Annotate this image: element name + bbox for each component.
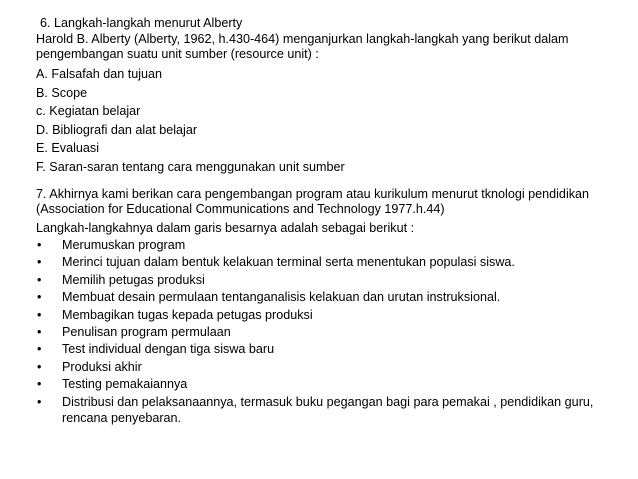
list-item-text: Merumuskan program	[62, 238, 186, 252]
list-item-text: Membuat desain permulaan tentanganalisis kelakuan dan urutan instruksional.	[62, 290, 501, 305]
bullet-icon: •	[37, 342, 42, 357]
section-technology	[36, 187, 606, 426]
list-item-text: Memilih petugas produksi	[62, 272, 205, 287]
bullet-icon: •	[37, 290, 42, 305]
bullet-icon: •	[37, 238, 42, 252]
list-item: c. Kegiatan belajar	[36, 104, 141, 119]
section-heading: 7. Akhirnya kami berikan cara pengembangan program atau kurikulum menurut tknologi pendidikan (Association for Educational Communications and Technology 1977.h.44)	[36, 187, 590, 216]
bullet-icon: •	[37, 377, 42, 392]
bullet-icon: •	[37, 255, 42, 270]
list-item: E. Evaluasi	[36, 141, 99, 156]
list-item-text: Distribusi dan pelaksanaannya, termasuk buku pegangan bagi para pemakai , pendidikan guru, rencana penyebaran.	[62, 394, 594, 425]
bullet-icon: •	[37, 359, 42, 374]
list-item	[36, 376, 606, 393]
bullet-icon: •	[37, 272, 42, 287]
list-item: B. Scope	[36, 85, 88, 100]
bullet-icon: •	[37, 325, 42, 340]
list-item: D. Bibliografi dan alat belajar	[36, 122, 198, 137]
list-item-text: Testing pemakaiannya	[62, 377, 188, 392]
list-item	[36, 341, 606, 358]
list-item	[36, 307, 606, 324]
section-intro: Harold B. Alberty (Alberty, 1962, h.430-464) menganjurkan langkah-langkah yang berikut dalam pengembangan suatu unit sumber (resource unit) :	[36, 32, 569, 61]
list-item-text: Membagikan tugas kepada petugas produksi	[62, 307, 313, 322]
list-item	[36, 394, 606, 426]
list-item-text: Merinci tujuan dalam bentuk kelakuan terminal serta menentukan populasi siswa.	[62, 255, 515, 270]
list-item	[36, 324, 606, 341]
list-item-text: Test individual dengan tiga siswa baru	[62, 342, 275, 357]
list-item-text: Penulisan program permulaan	[62, 325, 231, 340]
section-intro: Langkah-langkahnya dalam garis besarnya adalah sebagai berikut :	[36, 221, 415, 235]
alberty-steps-list	[36, 65, 606, 177]
list-item: F. Saran-saran tentang cara menggunakan unit sumber	[36, 159, 345, 174]
list-item	[36, 237, 606, 254]
list-item: A. Falsafah dan tujuan	[36, 67, 163, 81]
list-item	[36, 254, 606, 271]
list-item	[36, 289, 606, 306]
section-heading: 6. Langkah-langkah menurut Alberty	[40, 16, 243, 30]
bullet-icon: •	[37, 394, 42, 409]
bullet-icon: •	[37, 307, 42, 322]
technology-steps-list	[36, 237, 606, 426]
list-item-text: Produksi akhir	[62, 359, 142, 374]
list-item	[36, 272, 606, 289]
list-item	[36, 359, 606, 376]
section-alberty	[36, 15, 606, 177]
